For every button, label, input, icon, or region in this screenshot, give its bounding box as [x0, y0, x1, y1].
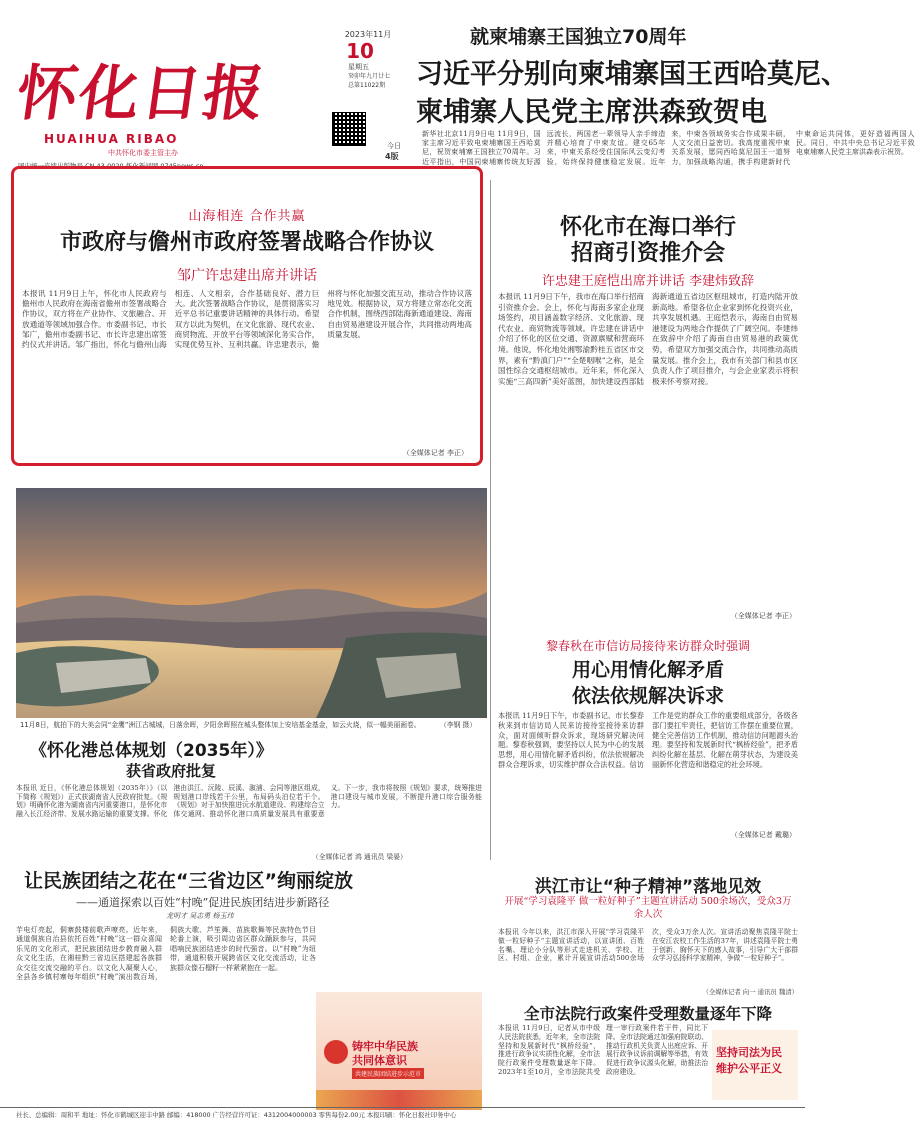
lead-story-box: [11, 166, 483, 466]
court-title: 全市法院行政案件受理数量逐年下降: [523, 1005, 772, 1023]
right-story-byline: （全媒体记者 李正）: [730, 612, 796, 620]
right-story-body: 本报讯 11月9日下午，我市在海口举行招商引资推介会。会上，怀化与海南多家企业现场签约，项目涵盖数字经济、文化旅游、现代农业、商贸物流等领域。许忠建在讲话中介绍了怀化的区位交通、资源禀赋和营商环境。他说，怀化地处湘鄂渝黔桂五省区市交界，素有“黔滇门户”“全楚咽喉”之称，是全国性综合交通枢纽城市。近年来，怀化深入实施“三高四新”美好蓝图，加快建设西部陆海新通道五省边区枢纽城市，打造内陆开放新高地。希望各位企业家到怀化投资兴业，共享发展机遇。王庭恺表示，海南自由贸易港建设为两地合作提供了广阔空间。李建炜在致辞中介绍了海南自由贸易港的政策优势，希望双方加强交流合作，共同推动高质量发展。推介会上，我市有关部门和县市区负责人作了项目推介，与会企业家表示将积极来怀考察对接。: [498, 292, 798, 386]
issue-number: 总第11022期: [348, 82, 386, 89]
zhongzi-subtitle: 开展“学习袁隆平 做一粒好种子”主题宣讲活动 500余场次，受众3万余人次: [504, 896, 792, 920]
photo-credit: （李钢 摄）: [440, 721, 477, 729]
top-story-title-1: 习近平分别向柬埔寨国王西哈莫尼、: [416, 59, 848, 90]
news-photo: [16, 488, 487, 718]
unity-emblem: [324, 1040, 348, 1064]
top-story-body: 新华社北京11月9日电 11月9日，国家主席习近平致电柬埔寨国王西哈莫尼，祝贺柬埔寨王国独立70周年。习近平指出，中国同柬埔寨传统友好源远流长，两国老一辈领导人亲手缔造并精心培育了中柬友谊。建交65年来，中柬关系经受住国际风云变幻考验，始终保持健康稳定发展。近年来，中柬各领域务实合作成果丰硕，人文交流日益密切。我高度重视中柬关系发展，愿同西哈莫尼国王一道努力，加强战略沟通，携手构建新时代中柬命运共同体，更好造福两国人民。同日，中共中央总书记习近平致电柬埔寨人民党主席洪森表示祝贺。: [422, 130, 915, 166]
minzu-byline: 龙明才 吴志勇 杨玉玮: [166, 912, 234, 920]
top-story-title-2: 柬埔寨人民党主席洪森致贺电: [416, 97, 767, 128]
banner-line-1: 铸牢中华民族: [352, 1040, 418, 1053]
unity-banner: [316, 992, 482, 1110]
xinfang-story: [496, 637, 800, 862]
right-story: [496, 184, 800, 629]
qr-code: [332, 112, 366, 146]
photo-caption: 11月8日，航拍下的大美会同“金鹰”洲江古城城，日落余晖，夕阳余晖照在城头整体加上安培基金基金，如云火烧，似一幅美丽画卷。: [20, 721, 421, 729]
column-divider: [490, 180, 491, 860]
lead-story-subtitle: 邹广许忠建出席并讲话: [177, 268, 317, 284]
xinfang-title-2: 依法依规解决诉求: [571, 685, 724, 707]
xinfang-body: 本报讯 11月9日下午，市委副书记、市长黎春秋来到市信访局人民来访接待室接待来访群众，面对面倾听群众诉求，现场研究解决问题。黎春秋强调，要坚持以人民为中心的发展思想，用心用情化解矛盾纠纷，依法依规解决群众合理诉求，切实维护群众合法权益。信访工作是党的群众工作的重要组成部分，各级各部门要扛牢责任，把信访工作摆在重要位置，健全完善信访工作机制，推动信访问题源头治理。要坚持和发展新时代“枫桥经验”，把矛盾纠纷化解在基层、化解在萌芽状态，为建设美丽新怀化营造和谐稳定的社会环境。: [498, 711, 798, 769]
minzu-story: [16, 862, 486, 1112]
newspaper-logo: 怀化日报: [12, 59, 271, 129]
top-story-kicker: 就柬埔寨王国独立70周年: [470, 26, 687, 48]
right-story-title-2: 招商引资推介会: [570, 241, 725, 266]
date-day: 10: [346, 39, 374, 63]
lead-story-title: 市政府与儋州市政府签署战略合作协议: [59, 230, 434, 255]
minzu-subtitle: ——通道探索以百姓“村晚”促进民族团结进步新路径: [76, 896, 330, 909]
planning-story: [16, 736, 486, 816]
publication-number: 国内统一连续出版物号 CN 43-0020 怀化新闻网 0745news.cn: [18, 162, 204, 170]
minzu-body: 芋电灯亮起，侗寨鼓楼前歌声嘹亮。近年来，通道侗族自治县依托百姓“村晚”这一群众喜闻乐见的文化形式，把民族团结进步教育融入群众文化生活，在湘桂黔三省边区搭建起各族群众交往交流交融的平台。以文化人凝聚人心，全县各乡镇村寨每年组织“村晚”演出数百场，侗族大歌、芦笙舞、苗族歌舞等民族特色节目轮番上演，吸引周边省区群众踊跃参与，共同唱响民族团结进步的时代强音。以“村晚”为纽带，通道积极开展跨省区文化交流活动，让各族群众像石榴籽一样紧紧抱在一起。: [16, 926, 316, 982]
footer-info: 社长、总编辑：周和平 地址：怀化市鹤城区迎丰中路 邮编：418000 广告经营许可证：4312004000003 零售每份2.00元 本报印刷：怀化日报社印务中心: [16, 1111, 457, 1119]
banner-line-3: 共建民族团结进步示范市: [352, 1068, 424, 1079]
footer-rule: [0, 1107, 805, 1108]
xinfang-title-1: 用心用情化解矛盾: [571, 659, 724, 681]
lunar-date: 癸卯年九月廿七: [348, 73, 391, 80]
right-story-title-1: 怀化市在海口举行: [559, 215, 736, 240]
badge-line-2: 维护公平正义: [716, 1062, 782, 1075]
zhongzi-byline: （全媒体记者 向一 通讯员 魏清）: [702, 988, 798, 996]
badge-line-1: 坚持司法为民: [716, 1046, 782, 1059]
planning-title: 《怀化港总体规划（2035年）》: [30, 741, 273, 761]
justice-badge: [712, 1030, 798, 1100]
minzu-title: 让民族团结之花在“三省边区”绚丽绽放: [24, 870, 353, 892]
right-story-subtitle: 许忠建王庭恺出席并讲话 李建炜致辞: [541, 274, 755, 289]
weekday: 星期五: [348, 63, 369, 71]
xinfang-kicker: 黎春秋在市信访局接待来访群众时强调: [545, 639, 750, 653]
top-story: [412, 18, 915, 178]
zhongzi-story: [496, 868, 800, 998]
zhongzi-title: 洪江市让“种子精神”落地见效: [534, 877, 762, 897]
logo-pinyin: HUAIHUA RIBAO: [44, 132, 179, 146]
planning-subtitle: 获省政府批复: [126, 762, 217, 780]
lead-story-kicker: 山海相连 合作共赢: [188, 209, 306, 224]
planning-body: 本报讯 近日，《怀化港总体规划（2035年）》（以下简称《规划》）正式获湖南省人民政府批复。《规划》明确怀化港为湖南省内河重要港口，是怀化市融入长江经济带、发展水路运输的重要支撑。怀化港由洪江、沅陵、辰溪、溆浦、会同等港区组成，规划港口岸线若干公里，布局码头泊位若干个。《规划》对于加快推进沅水航道建设、构建综合立体交通网、推动怀化港口高质量发展具有重要意义。下一步，我市将按照《规划》要求，统筹推进港口建设与城市发展，不断提升港口综合服务能力。: [16, 784, 482, 818]
banner-line-2: 共同体意识: [352, 1054, 407, 1067]
landscape-illustration: [16, 488, 487, 718]
lead-story-body: 本报讯 11月9日上午，怀化市人民政府与儋州市人民政府在海南省儋州市签署战略合作协议，双方将在产业协作、文旅融合、开放通道等领域加强合作。市委副书记、市长邹广，儋州市委副书记、市长许忠建出席签约仪式并讲话。邹广指出，怀化与儋州山海相连、人文相亲，合作基础良好、潜力巨大。此次签署战略合作协议，是贯彻落实习近平总书记重要讲话精神的具体行动。希望双方以此为契机，在文化旅游、现代农业、商贸物流、开放平台等领域深化务实合作，实现优势互补、互利共赢。许忠建表示，儋州将与怀化加强交流互动，推动合作协议落地见效。根据协议，双方将建立常态化交流合作机制，围绕西部陆海新通道建设、海南自由贸易港建设开展合作，共同推动两地高质量发展。: [22, 289, 472, 350]
sponsor-line: 中共怀化市委主管主办: [108, 149, 178, 157]
xinfang-byline: （全媒体记者 戴璐）: [730, 831, 796, 839]
date-year-month: 2023年11月: [344, 30, 392, 39]
lead-story-byline: （全媒体记者 李正）: [402, 449, 468, 457]
page-count: 4版: [385, 152, 399, 161]
zhongzi-body: 本报讯 今年以来，洪江市深入开展“学习袁隆平 做一粒好种子”主题宣讲活动，以宣讲团、百姓名嘴、理论小分队等形式走进机关、学校、社区、村组、企业，累计开展宣讲活动500余场次，受众3万余人次。宣讲活动聚焦袁隆平院士在安江农校工作生活的37年，讲述袁隆平院士勇于创新、胸怀天下的感人故事，引导广大干部群众学习弘扬科学家精神，争做“一粒好种子”。: [498, 928, 798, 963]
today-label: 今日: [387, 142, 401, 150]
court-body: 本报讯 11月9日，记者从市中级人民法院获悉，近年来，全市法院坚持和发展新时代“枫桥经验”，推进行政争议实质性化解，全市法院行政案件受理数量逐年下降。2023年1至10月，全市法院共受理一审行政案件若干件，同比下降。全市法院通过加强府院联动、推动行政机关负责人出庭应诉、开展行政争议诉前调解等举措，有效促进行政争议源头化解，助推法治政府建设。: [498, 1024, 708, 1076]
planning-byline: （全媒体记者 鸿 通讯员 梁晏）: [312, 853, 407, 861]
court-story: [496, 1002, 800, 1104]
